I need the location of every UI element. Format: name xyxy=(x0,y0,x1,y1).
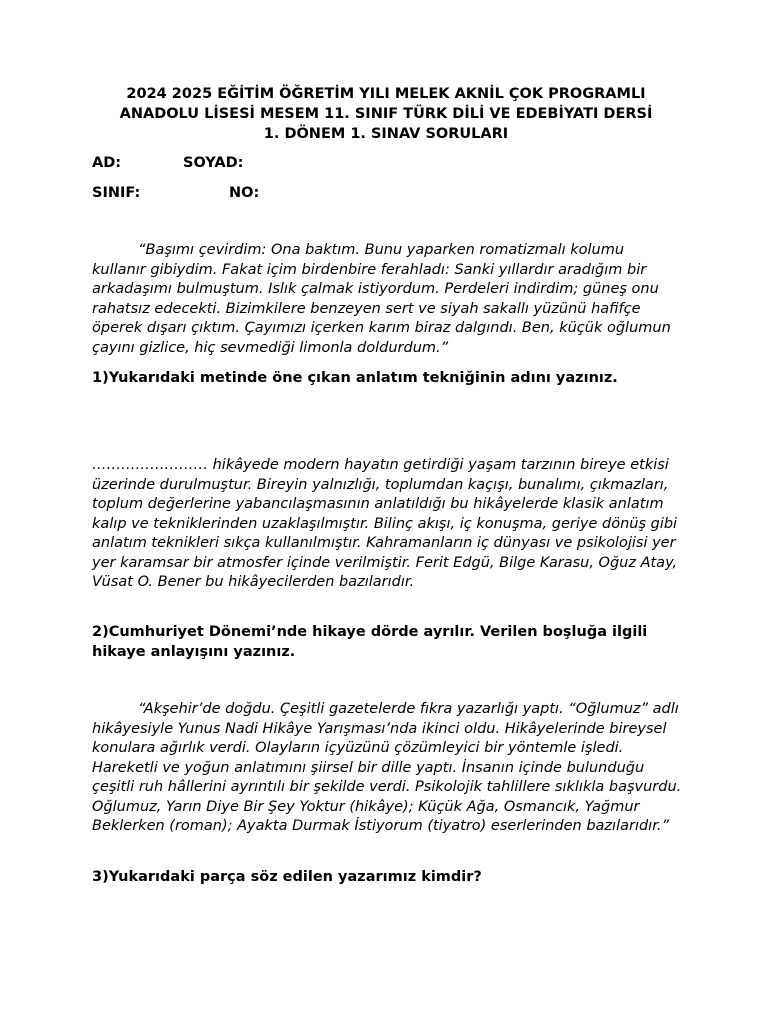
name-label: AD: xyxy=(92,155,122,171)
exam-title-line-2: ANADOLU LİSESİ MESEM 11. SINIF TÜRK DİLİ VE EDEBİYATI DERSİ xyxy=(119,106,653,122)
class-row xyxy=(92,183,259,203)
name-row xyxy=(92,153,243,173)
passage-1-text: “Başımı çevirdim: Ona baktım. Bunu yaparken romatizmalı kolumu kullanır gibiydim. Fakat içim birdenbire ferahladı: Sanki yıllardır aradığım bir arkadaşımı bulmuştum. Islık çalmak istiyordum. Perdeleri indirdim; güneş onu rahatsız edecekti. Bizimkilere benzeyen sert ve siyah sakallı yüzünü hafifçe öperek dışarı çıktım. Çayımızı içerken karım biraz dalgındı. Ben, küçük oğlumun çayını gizlice, hiç sevmediği limonla doldurdum.” xyxy=(92,242,671,356)
number-label: NO: xyxy=(229,185,260,201)
passage-3 xyxy=(92,700,682,837)
question-1: 1)Yukarıdaki metinde öne çıkan anlatım tekniğinin adını yazınız. xyxy=(92,370,618,386)
question-3: 3)Yukarıdaki parça söz edilen yazarımız kimdir? xyxy=(92,869,482,885)
question-2: 2)Cumhuriyet Dönemi’nde hikaye dörde ayrılır. Verilen boşluğa ilgili hikaye anlayışını yazınız. xyxy=(92,624,648,660)
passage-2-text: …………………… hikâyede modern hayatın getirdiği yaşam tarzının bireye etkisi üzerinde durulmuştur. Bireyin yalnızlığı, toplumdan kaçışı, bunalımı, çıkmazları, toplum değerlerine yabancılaşmasının anlatıldığı bu hikâyelerde klasik anlatım kalıp ve tekniklerinden uzaklaşılmıştır. Bilinç akışı, iç konuşma, geriye dönüş gibi anlatım teknikleri sıkça kullanılmıştır. Kahramanların iç dünyası ve psikolojisi yer yer karamsar bir atmosfer içinde verilmiştir. Ferit Edgü, Bilge Karasu, Oğuz Atay, Vüsat O. Bener bu hikâyecilerden bazılarıdır. xyxy=(92,457,678,590)
exam-title-line-3: 1. DÖNEM 1. SINAV SORULARI xyxy=(263,126,509,142)
passage-1 xyxy=(92,241,682,358)
class-label: SINIF: xyxy=(92,185,141,201)
passage-2 xyxy=(92,456,682,593)
passage-3-text: “Akşehir’de doğdu. Çeşitli gazetelerde fıkra yazarlığı yaptı. “Oğlumuz” adlı hikâyesiyle Yunus Nadi Hikâye Yarışması’nda ikinci oldu. Hikâyelerinde bireysel konulara ağırlık verdi. Olayların içyüzünü çözümleyici bir yöntemle işledi. Hareketli ve yoğun anlatımını şiirsel bir dille yaptı. İnsanın içinde bulunduğu çeşitli ruh hâllerini ayrıntılı bir şekilde verdi. Psikolojik tahlillere sıklıkla başvurdu. Oğlumuz, Yarın Diye Bir Şey Yoktur (hikâye); Küçük Ağa, Osmancık, Yağmur Beklerken (roman); Ayakta Durmak İstiyorum (tiyatro) eserlerinden bazılarıdır.” xyxy=(92,701,682,834)
exam-title xyxy=(92,84,680,144)
surname-label: SOYAD: xyxy=(183,155,244,171)
exam-title-line-1: 2024 2025 EĞİTİM ÖĞRETİM YILI MELEK AKNİL ÇOK PROGRAMLI xyxy=(126,86,646,102)
